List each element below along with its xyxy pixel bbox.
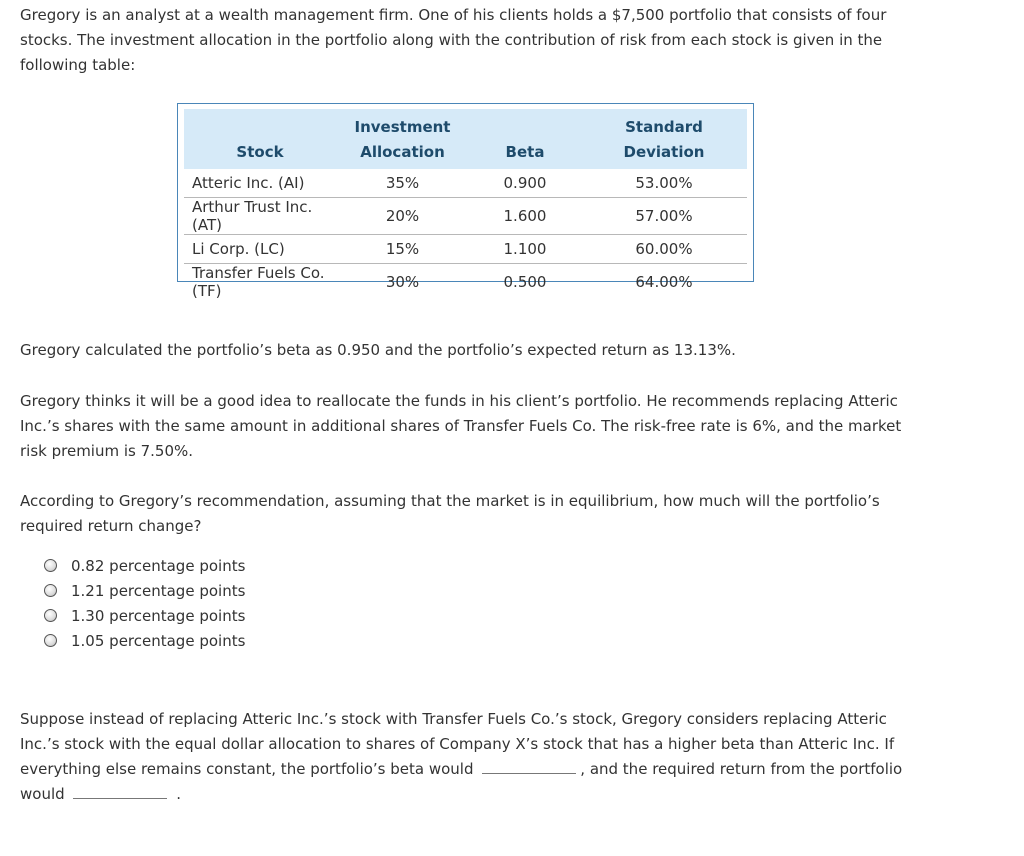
allocation-value: 20% [336, 198, 469, 235]
radio-button[interactable] [44, 559, 57, 572]
table-row [184, 264, 747, 301]
option-label[interactable]: 1.21 percentage points [71, 581, 246, 600]
option-label[interactable]: 1.30 percentage points [71, 606, 246, 625]
header-beta: Beta [469, 109, 581, 169]
stock-name: Atteric Inc. (AI) [184, 169, 336, 198]
std-dev-value: 53.00% [581, 169, 747, 198]
header-stock: Stock [184, 109, 336, 169]
option-label[interactable]: 1.05 percentage points [71, 631, 246, 650]
header-std-dev: Standard Deviation [581, 109, 747, 169]
radio-button[interactable] [44, 584, 57, 597]
allocation-value: 15% [336, 235, 469, 264]
question-paragraph: According to Gregory’s recommendation, assuming that the market is in equilibrium, how much will the portfolio’s required return change? [20, 492, 880, 535]
std-dev-value: 64.00% [635, 273, 693, 291]
answer-option[interactable] [42, 603, 245, 628]
suppose-text-2: , and the required return from the portfolio would [20, 760, 903, 803]
radio-button[interactable] [44, 634, 57, 647]
stock-name: Arthur Trust Inc. (AT) [184, 198, 336, 235]
answer-options [42, 553, 245, 653]
suppose-paragraph [20, 707, 920, 807]
answer-option[interactable] [42, 578, 245, 603]
beta-blank-dropdown[interactable] [482, 759, 576, 774]
allocation-value: 30% [385, 273, 420, 291]
table-row [184, 235, 747, 264]
beta-value: 0.500 [503, 273, 547, 291]
answer-option[interactable] [42, 553, 245, 578]
calc-paragraph: Gregory calculated the portfolio’s beta as 0.950 and the portfolio’s expected return as 13.13%. [20, 341, 736, 359]
recommend-paragraph: Gregory thinks it will be a good idea to reallocate the funds in his client’s portfolio. He recommends replacing Atteric Inc.’s shares with the same amount in additional shares of Transfer Fuels Co. The risk-free rate is 6%, and the market risk premium is 7.50%. [20, 392, 902, 460]
option-label[interactable]: 0.82 percentage points [71, 556, 246, 575]
std-dev-value: 57.00% [581, 198, 747, 235]
header-allocation: Investment Allocation [336, 109, 469, 169]
radio-button[interactable] [44, 609, 57, 622]
table-row [184, 169, 747, 198]
suppose-text-3: . [176, 785, 181, 803]
return-blank-dropdown[interactable] [73, 784, 167, 799]
stock-name: Li Corp. (LC) [184, 235, 336, 264]
beta-value: 1.100 [469, 235, 581, 264]
table-row [184, 198, 747, 235]
answer-option[interactable] [42, 628, 245, 653]
intro-paragraph: Gregory is an analyst at a wealth management firm. One of his clients holds a $7,500 portfolio that consists of four stocks. The investment allocation in the portfolio along with the contribution of risk from each stock is given in the following table: [20, 6, 887, 74]
stock-name: Transfer Fuels Co. (TF) [192, 264, 325, 300]
suppose-text-1: Suppose instead of replacing Atteric Inc.’s stock with Transfer Fuels Co.’s stock, Gregory considers replacing Atteric Inc.’s stock with the equal dollar allocation to shares of Company X’s stock that has a higher beta than Atteric Inc. If everything else remains constant, the portfolio’s beta would [20, 710, 895, 778]
stock-table [177, 103, 754, 300]
table-header-row [184, 109, 747, 169]
std-dev-value: 60.00% [581, 235, 747, 264]
beta-value: 1.600 [469, 198, 581, 235]
beta-value: 0.900 [469, 169, 581, 198]
allocation-value: 35% [336, 169, 469, 198]
